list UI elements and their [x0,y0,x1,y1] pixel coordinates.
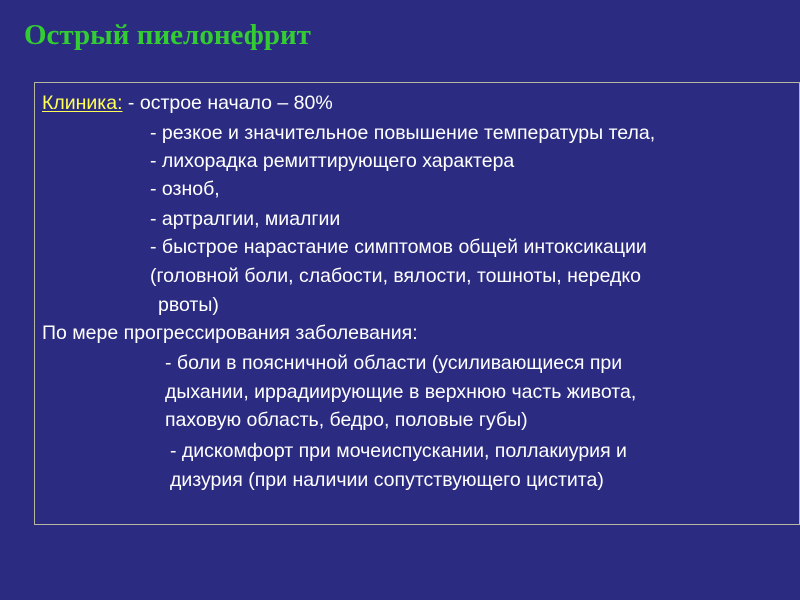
clinic-onset-text: - острое начало – 80% [122,92,333,114]
symptom-intoxication-details: (головной боли, слабости, вялости, тошноты, нередко [150,265,641,287]
clinic-label: Клиника: [42,92,123,114]
symptom-arthralgia: - артралгии, миалгии [150,208,341,230]
progression-heading: По мере прогрессирования заболевания: [42,322,418,344]
progression-urination: - дискомфорт при мочеиспускании, поллакиурия и [170,440,627,462]
progression-pain-cont: дыхании, иррадиирующие в верхнюю часть живота, [165,381,637,403]
symptom-intoxication: - быстрое нарастание симптомов общей интоксикации [150,236,647,258]
progression-pain: - боли в поясничной области (усиливающиеся при [165,352,623,374]
symptom-fever: - резкое и значительное повышение температуры тела, [150,122,656,144]
symptom-remittent: - лихорадка ремиттирующего характера [150,150,515,172]
progression-pain-end: паховую область, бедро, половые губы) [165,409,528,431]
clinic-line [42,91,333,115]
symptom-chills: - озноб, [150,178,220,200]
slide-title: Острый пиелонефрит [24,19,311,51]
symptom-intoxication-end: рвоты) [158,294,219,316]
progression-urination-end: дизурия (при наличии сопутствующего цистита) [170,469,604,491]
